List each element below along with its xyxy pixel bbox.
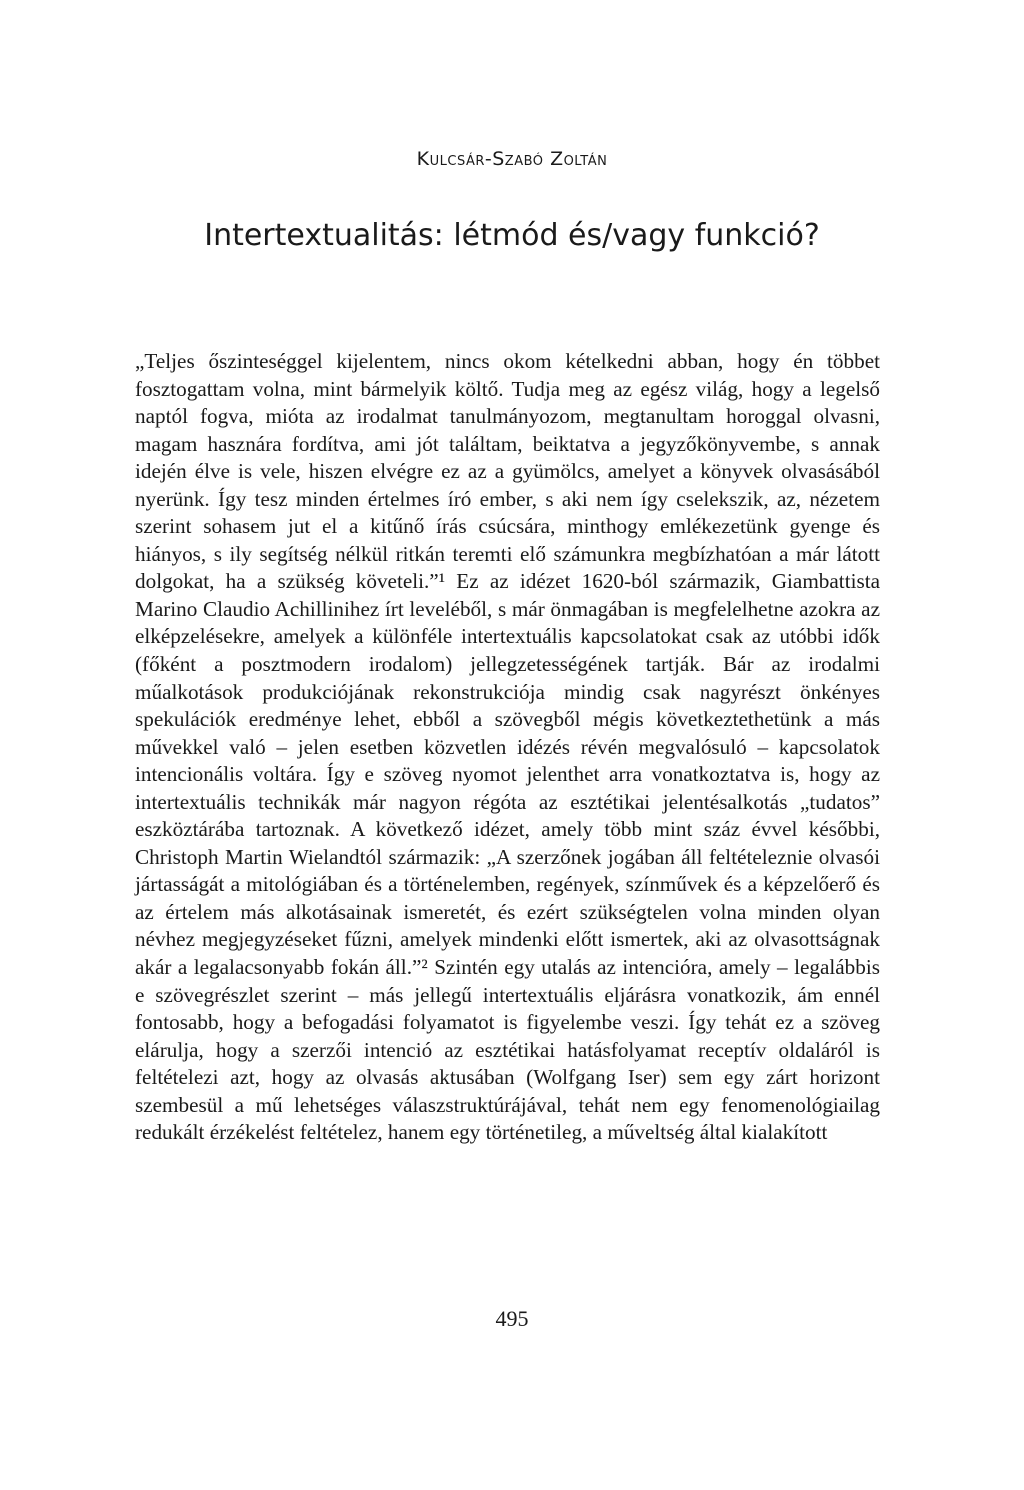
article-title: Intertextualitás: létmód és/vagy funkció? <box>204 218 820 253</box>
page-number: 495 <box>495 1306 529 1331</box>
author-name: Kulcsár-Szabó Zoltán <box>416 148 608 170</box>
body-paragraph: „Teljes őszinteséggel kijelentem, nincs okom kételkedni abban, hogy én többet fosztogattam volna, mint bármelyik költő. Tudja meg az egész világ, hogy a legelső naptól fogva, mióta az irodalmat tanulmányozom, megtanultam horoggal olvasni, magam hasznára fordítva, ami jót találtam, beiktatva a jegyzőkönyvembe, s annak idején élve is vele, hiszen elvégre ez az a gyümölcs, amelyet a könyvek olvasásából nyerünk. Így tesz minden értelmes író ember, s aki nem így cselekszik, az, nézetem szerint sohasem jut el a kitűnő írás csúcsára, minthogy emlékezetünk gyenge és hiányos, s ily segítség nélkül ritkán teremti elő számunkra megbízhatóan a már látott dolgokat, ha a szükség követeli.”¹ Ez az idézet 1620-ból származik, Giambattista Marino Claudio Achillinihez írt leveléből, s már önmagában is megfelelhetne azokra az elképzelésekre, amelyek a különféle intertextuális kapcsolatokat csak az utóbbi idők (főként a posztmodern irodalom) jellegzetességének tartják. Bár az irodalmi műalkotások produkciójának rekonstrukciója mindig csak nagyrészt önkényes spekulációk eredménye lehet, ebből a szövegből mégis következtethetünk a más művekkel való – jelen esetben közvetlen idézés révén megvalósuló – kapcsolatok intencionális voltára. Így e szöveg nyomot jelenthet arra vonatkoztatva is, hogy az intertextuális technikák már nagyon régóta az esztétikai jelentésalkotás „tudatos” eszköztárába tartoznak. A következő idézet, amely több mint száz évvel későbbi, Christoph Martin Wielandtól származik: „A szerzőnek jogában áll feltételeznie olvasói jártasságát a mitológiában és a történelemben, regények, színművek és a képzelőerő és az értelem más alkotásainak ismeretét, és ezért szükségtelen volna minden olyan névhez megjegyzéseket fűzni, amelyek mindenki előtt ismertek, aki az olvasottságnak akár a legalacsonyabb fokán áll.”² Szintén egy utalás az intencióra, amely – legalábbis e szövegrészlet szerint – más jellegű intertextuális eljárásra vonatkozik, ám ennél fontosabb, hogy a befogadási folyamatot is figyelembe veszi. Így tehát ez a szöveg elárulja, hogy a szerzői intenció az esztétikai hatásfolyamat receptív oldaláról is feltételezi azt, hogy az olvasás aktusában (Wolfgang Iser) sem egy zárt horizont szembesül a mű lehetséges válaszstruktúrájával, tehát nem egy fenomenológiailag redukált érzékelést feltételez, hanem egy történetileg, a műveltség által kialakított <box>135 349 880 1145</box>
